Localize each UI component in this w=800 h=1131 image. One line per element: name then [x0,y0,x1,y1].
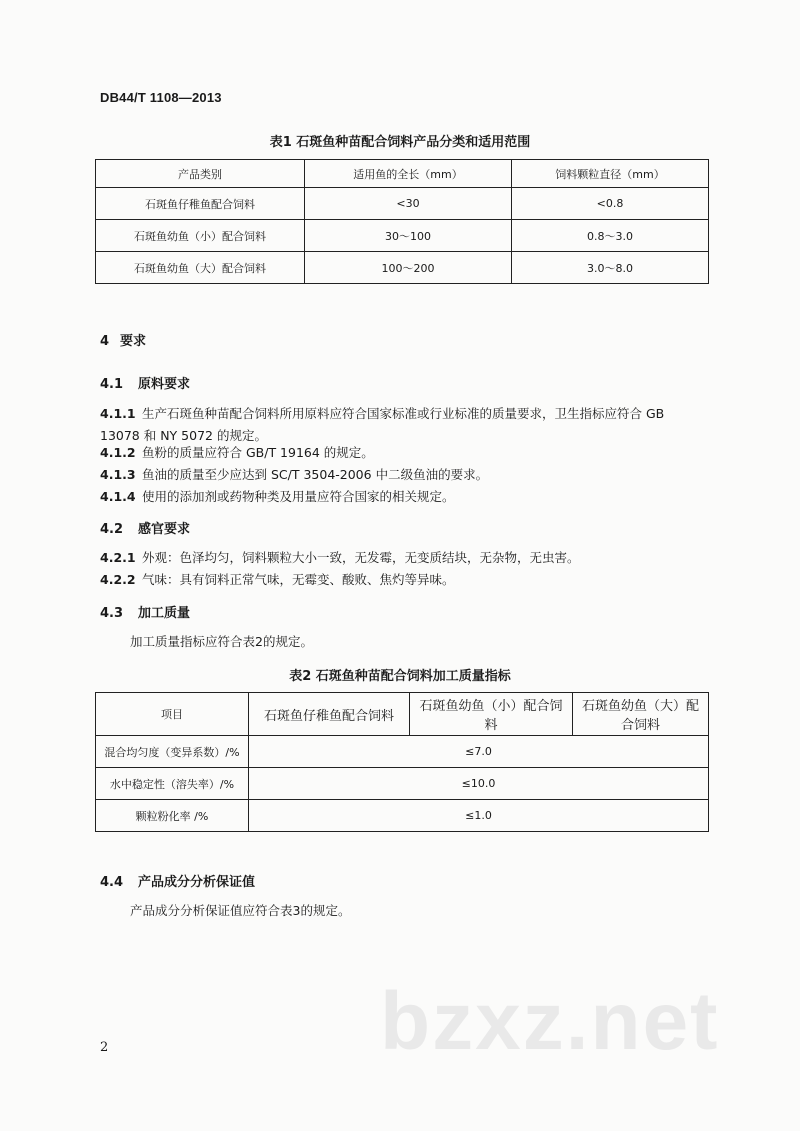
clause-text: 鱼粉的质量应符合 GB/T 19164 的规定。 [142,445,374,460]
clause-number: 4.1.3 [100,467,136,482]
watermark: bzxz.net [380,976,720,1067]
table2-header-cell: 石斑鱼仔稚鱼配合饲料 [249,693,410,736]
clause-number: 4.1.1 [100,406,136,421]
clause-number: 4.1.2 [100,445,136,460]
table1-caption: 表1 石斑鱼种苗配合饲料产品分类和适用范围 [269,135,531,150]
table-row [96,252,709,284]
table-cell: ≤1.0 [249,800,709,832]
table-cell: 石斑鱼幼鱼（小）配合饲料 [96,220,305,252]
table1-header-row [96,160,709,188]
section-number: 4.4 [100,875,124,890]
table2-header-cell: 项目 [96,693,249,736]
table1-header-cell: 饲料颗粒直径（mm） [512,160,709,188]
clause-4-2-1 [100,547,580,569]
table-cell: <30 [305,188,512,220]
table-row [96,188,709,220]
section-title: 原料要求 [138,377,191,392]
clause-text: 鱼油的质量至少应达到 SC/T 3504-2006 中二级鱼油的要求。 [142,467,489,482]
clause-number: 4.2.2 [100,572,136,587]
clause-4-1-1 [100,403,664,447]
section-number: 4.1 [100,377,124,392]
section-4-4-text: 产品成分分析保证值应符合表3的规定。 [130,903,351,918]
clause-4-2-2 [100,569,455,591]
table-cell: 石斑鱼幼鱼（大）配合饲料 [96,252,305,284]
clause-text: 外观：色泽均匀，饲料颗粒大小一致，无发霉，无变质结块，无杂物，无虫害。 [142,550,580,565]
page-number: 2 [100,1040,109,1055]
clause-number: 4.2.1 [100,550,136,565]
section-number: 4.3 [100,606,124,621]
table2 [95,692,709,832]
clause-4-1-3 [100,464,488,486]
section-4-heading [100,330,146,349]
table-cell: 100～200 [305,252,512,284]
section-title: 感官要求 [138,522,191,537]
table-cell: 30～100 [305,220,512,252]
table2-header-row [96,693,709,736]
table-row [96,736,709,768]
table-cell: 石斑鱼仔稚鱼配合饲料 [96,188,305,220]
section-4-3-text: 加工质量指标应符合表2的规定。 [130,634,313,649]
table2-header-cell: 石斑鱼幼鱼（大）配合饲料 [573,693,709,736]
table-cell: <0.8 [512,188,709,220]
section-4-1-heading [100,373,190,392]
table-cell: ≤7.0 [249,736,709,768]
clause-text: 使用的添加剂或药物种类及用量应符合国家的相关规定。 [142,489,455,504]
table2-caption: 表2 石斑鱼种苗配合饲料加工质量指标 [289,669,511,684]
table1-header-cell: 适用鱼的全长（mm） [305,160,512,188]
table-row [96,220,709,252]
table-cell: 水中稳定性（溶失率）/% [96,768,249,800]
table-cell: 3.0～8.0 [512,252,709,284]
table1-header-cell: 产品类别 [96,160,305,188]
section-4-2-heading [100,518,190,537]
section-4-4-heading [100,871,255,890]
clause-text-continued: 13078 和 NY 5072 的规定。 [100,428,267,443]
clause-4-1-4 [100,486,455,508]
table-cell: 混合均匀度（变异系数）/% [96,736,249,768]
table-row [96,800,709,832]
clause-4-1-2 [100,442,374,464]
clause-text: 生产石斑鱼种苗配合饲料所用原料应符合国家标准或行业标准的质量要求，卫生指标应符合 GB [142,406,665,421]
section-4-3-heading [100,602,190,621]
section-title: 要求 [120,334,147,349]
table1 [95,159,709,284]
table-cell: 0.8～3.0 [512,220,709,252]
section-number: 4.2 [100,522,124,537]
section-number: 4 [100,334,110,349]
table2-header-cell: 石斑鱼幼鱼（小）配合饲料 [410,693,573,736]
standard-number: DB44/T 1108—2013 [100,90,222,105]
clause-text: 气味：具有饲料正常气味，无霉变、酸败、焦灼等异味。 [142,572,455,587]
section-title: 产品成分分析保证值 [138,875,256,890]
table-cell: ≤10.0 [249,768,709,800]
section-title: 加工质量 [138,606,191,621]
table-cell: 颗粒粉化率 /% [96,800,249,832]
table-row [96,768,709,800]
clause-number: 4.1.4 [100,489,136,504]
